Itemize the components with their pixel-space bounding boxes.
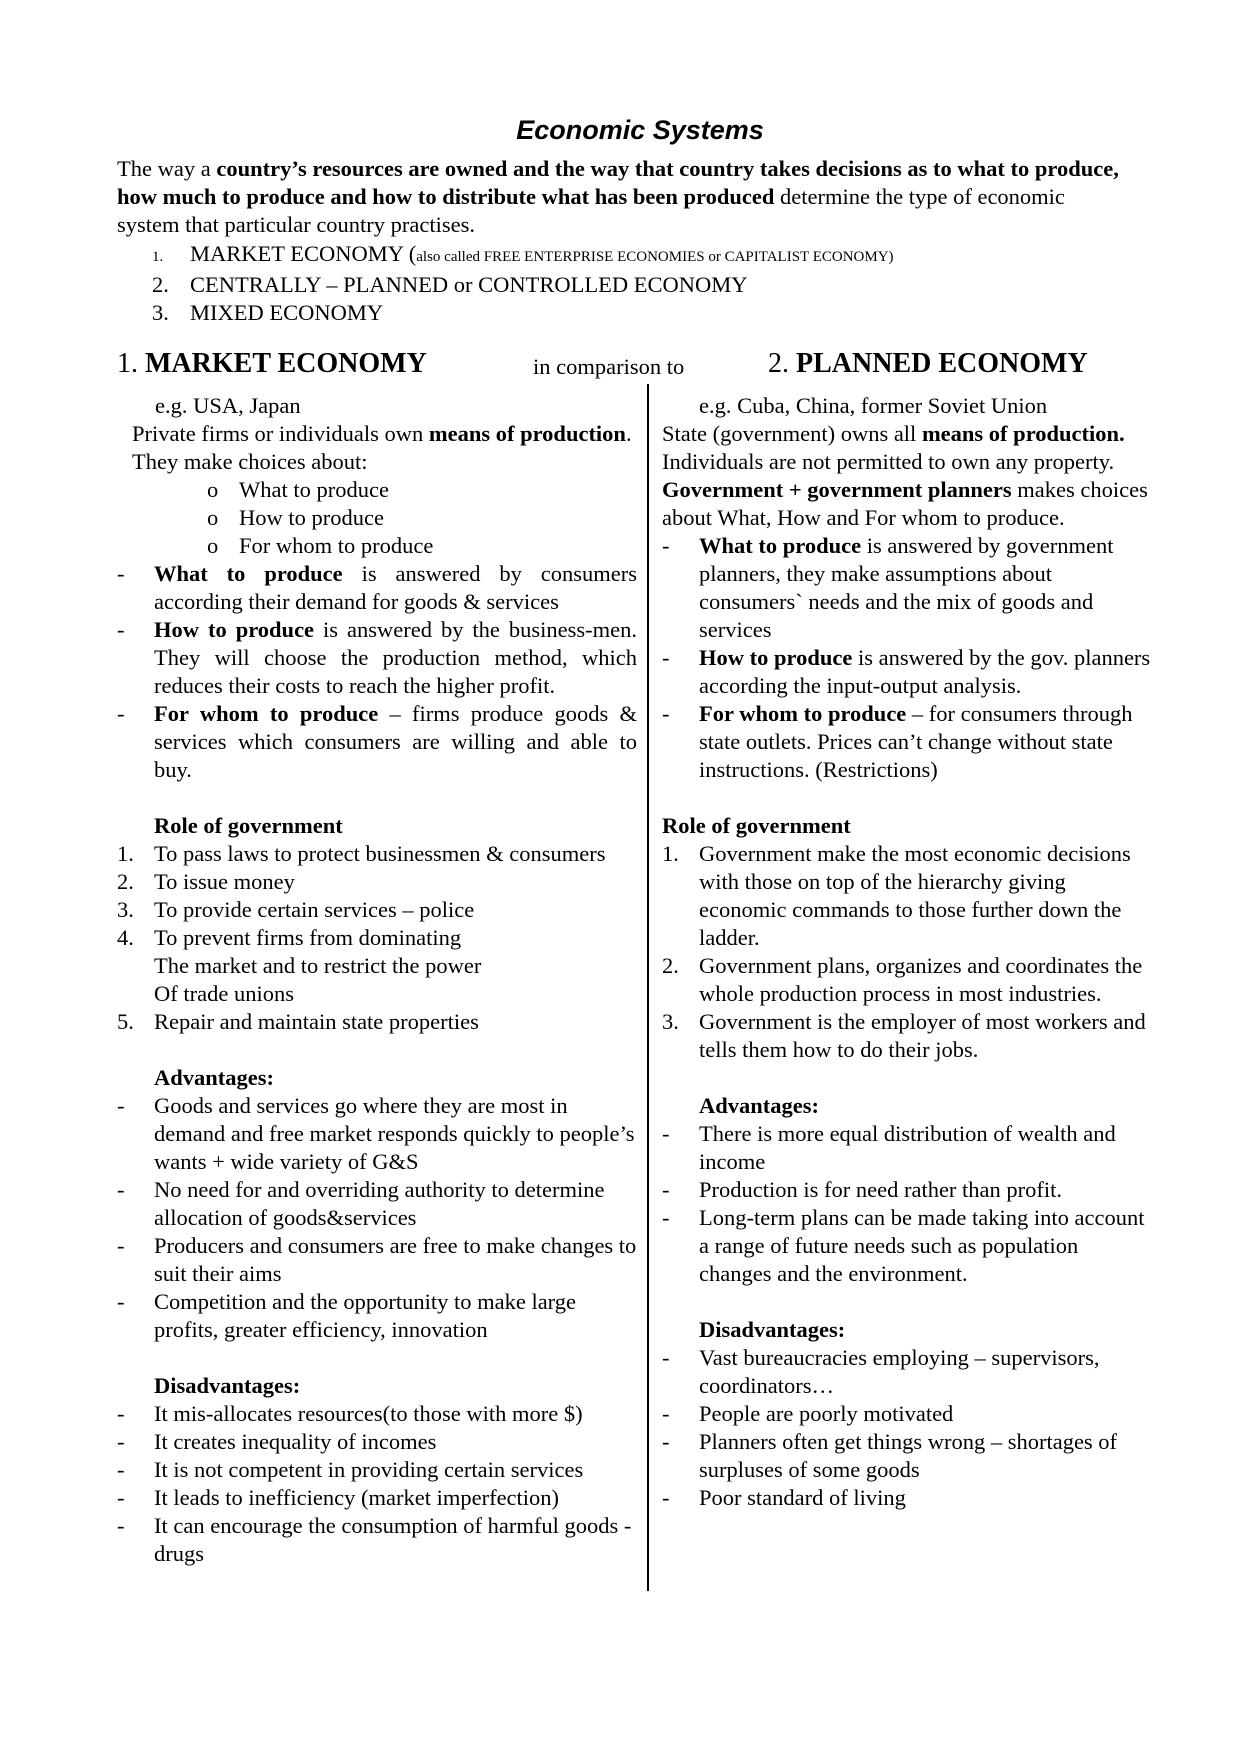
- role-text: Government plans, organizes and coordinates the whole production process in most industries.: [699, 953, 1143, 1006]
- disadvantage-item: [662, 1400, 1152, 1428]
- ownership-bold-2: Government + government planners: [662, 477, 1012, 502]
- ownership-text-end: makes choices about What, How and For whom to produce.: [662, 477, 1148, 530]
- advantage-text: There is more equal distribution of wealth and income: [699, 1121, 1116, 1174]
- intro-paragraph: [117, 155, 1127, 239]
- spacer: [662, 1288, 1152, 1316]
- list-text: MIXED ECONOMY: [190, 300, 384, 325]
- role-text: To prevent firms from dominating The market and to restrict the power Of trade unions: [154, 925, 482, 1006]
- disadvantage-text: It mis-allocates resources(to those with more $): [154, 1401, 583, 1426]
- spacer: [117, 784, 637, 812]
- disadvantage-text: It is not competent in providing certain services: [154, 1457, 584, 1482]
- how-to-produce-item: [662, 644, 1152, 700]
- choice-item: [117, 532, 637, 560]
- intro-text-end: determine the type of economic system that particular country practises.: [117, 184, 1065, 237]
- role-number: 5.: [117, 1009, 134, 1034]
- ownership-text: State (government) owns all: [662, 421, 922, 446]
- list-number: 3.: [152, 300, 169, 325]
- intro-text: The way a: [117, 156, 217, 181]
- dash-bullet: -: [662, 1121, 670, 1146]
- intro-bold-text: country’s resources are owned and the way that country takes decisions as to what to produce, how much to produce and how to distribute what has been produced: [117, 156, 1119, 209]
- heading-number: 1.: [117, 348, 145, 379]
- role-number: 1.: [117, 841, 134, 866]
- advantage-text: Production is for need rather than profit.: [699, 1177, 1063, 1202]
- list-number: 1.: [152, 249, 164, 265]
- ownership-paragraph: [662, 420, 1152, 532]
- choice-item: [117, 504, 637, 532]
- dash-bullet: -: [117, 1457, 125, 1482]
- advantages-heading: Advantages:: [154, 1065, 275, 1090]
- item-text: [154, 616, 637, 700]
- role-text: To pass laws to protect businessmen & consumers: [154, 841, 606, 866]
- item-text: [699, 700, 1152, 784]
- how-to-produce-item: [117, 616, 637, 700]
- list-item: [152, 299, 894, 327]
- disadvantage-text: It can encourage the consumption of harmful goods - drugs: [154, 1513, 632, 1566]
- item-text: [699, 644, 1152, 700]
- advantage-text: No need for and overriding authority to determine allocation of goods&services: [154, 1177, 605, 1230]
- role-item: [117, 1008, 637, 1036]
- spacer: [117, 1036, 637, 1064]
- role-item: [662, 952, 1152, 1008]
- disadvantage-text: Poor standard of living: [699, 1485, 906, 1510]
- advantage-text: Goods and services go where they are most in demand and free market responds quickly to people’s wants + wide variety of G&S: [154, 1093, 635, 1174]
- for-whom-item: [117, 700, 637, 784]
- market-economy-column: [117, 392, 637, 1568]
- dash-bullet: -: [117, 701, 125, 726]
- choice-text: For whom to produce: [239, 533, 434, 558]
- ownership-bold: means of production.: [921, 421, 1125, 446]
- role-number: 1.: [662, 841, 679, 866]
- item-bold: What to produce: [699, 533, 862, 558]
- heading-text: MARKET ECONOMY: [145, 348, 427, 379]
- example-line: e.g. Cuba, China, former Soviet Union: [699, 393, 1048, 418]
- role-number: 4.: [117, 925, 134, 950]
- spacer: [117, 1344, 637, 1372]
- list-item: [152, 271, 894, 299]
- example-line: e.g. USA, Japan: [155, 393, 301, 418]
- role-item: [117, 868, 637, 896]
- disadvantage-text: Planners often get things wrong – shortages of surpluses of some goods: [699, 1429, 1118, 1482]
- dash-bullet: -: [117, 561, 125, 586]
- list-note: also called FREE ENTERPRISE ECONOMIES or CAPITALIST ECONOMY): [416, 249, 894, 265]
- dash-bullet: -: [117, 1485, 125, 1510]
- role-number: 2.: [662, 953, 679, 978]
- column-divider: [647, 384, 649, 1591]
- circle-bullet-icon: o: [207, 533, 219, 558]
- dash-bullet: -: [662, 1401, 670, 1426]
- item-bold: How to produce: [154, 617, 315, 642]
- ownership-text-end: . They make choices about:: [132, 421, 632, 474]
- ownership-text: Private firms or individuals own: [132, 421, 429, 446]
- advantage-item: [117, 1092, 637, 1176]
- dash-bullet: -: [117, 1233, 125, 1258]
- dash-bullet: -: [117, 1093, 125, 1118]
- economy-types-list: [152, 240, 894, 327]
- circle-bullet-icon: o: [207, 477, 219, 502]
- advantage-item: [662, 1204, 1152, 1288]
- item-bold: What to produce: [154, 561, 343, 586]
- role-item: [662, 840, 1152, 952]
- heading-number: 2.: [768, 348, 796, 379]
- planned-economy-column: [662, 392, 1152, 1512]
- market-economy-heading: [117, 348, 427, 380]
- item-text: [699, 532, 1152, 644]
- comparison-label: in comparison to: [533, 354, 685, 379]
- advantage-text: Long-term plans can be made taking into account a range of future needs such as population changes and the environment.: [699, 1205, 1145, 1286]
- dash-bullet: -: [662, 1345, 670, 1370]
- choice-item: [117, 476, 637, 504]
- role-text: Government make the most economic decisions with those on top of the hierarchy giving economic commands to those further down the ladder.: [699, 841, 1131, 950]
- item-bold: How to produce: [699, 645, 853, 670]
- item-body: – firms produce goods & services which consumers are willing and able to buy.: [154, 701, 638, 782]
- page-title: Economic Systems: [516, 115, 764, 145]
- for-whom-item: [662, 700, 1152, 784]
- heading-text: PLANNED ECONOMY: [796, 348, 1088, 379]
- role-text: Repair and maintain state properties: [154, 1009, 479, 1034]
- disadvantage-item: [117, 1484, 637, 1512]
- ownership-bold: means of production: [428, 421, 626, 446]
- disadvantages-heading: Disadvantages:: [699, 1317, 846, 1342]
- advantage-item: [662, 1176, 1152, 1204]
- advantage-item: [117, 1288, 637, 1344]
- dash-bullet: -: [662, 1429, 670, 1454]
- what-to-produce-item: [662, 532, 1152, 644]
- advantage-item: [662, 1120, 1152, 1176]
- disadvantage-item: [662, 1344, 1152, 1400]
- choice-text: What to produce: [239, 477, 389, 502]
- disadvantage-item: [117, 1456, 637, 1484]
- disadvantage-text: It leads to inefficiency (market imperfection): [154, 1485, 560, 1510]
- dash-bullet: -: [117, 1177, 125, 1202]
- role-text: To issue money: [154, 869, 295, 894]
- what-to-produce-item: [117, 560, 637, 616]
- dash-bullet: -: [117, 1513, 125, 1538]
- role-number: 3.: [117, 897, 134, 922]
- advantages-heading: Advantages:: [699, 1093, 820, 1118]
- item-body: is answered by the business-men. They will choose the production method, which reduces their costs to reach the higher profit.: [154, 617, 637, 698]
- item-body: is answered by government planners, they make assumptions about consumers` needs and the mix of goods and services: [699, 533, 1114, 642]
- role-number: 2.: [117, 869, 134, 894]
- disadvantage-item: [662, 1484, 1152, 1512]
- item-text: [154, 560, 637, 616]
- choice-text: How to produce: [239, 505, 384, 530]
- dash-bullet: -: [662, 1205, 670, 1230]
- dash-bullet: -: [117, 617, 125, 642]
- ownership-paragraph: [117, 420, 637, 476]
- item-body: – for consumers through state outlets. Prices can’t change without state instructions. (Restrictions): [699, 701, 1133, 782]
- list-text: MARKET ECONOMY (: [190, 241, 417, 266]
- dash-bullet: -: [117, 1429, 125, 1454]
- disadvantage-item: [117, 1428, 637, 1456]
- circle-bullet-icon: o: [207, 505, 219, 530]
- spacer: [662, 784, 1152, 812]
- dash-bullet: -: [117, 1289, 125, 1314]
- item-bold: For whom to produce: [154, 701, 379, 726]
- role-text: To provide certain services – police: [154, 897, 475, 922]
- dash-bullet: -: [662, 701, 670, 726]
- advantage-item: [117, 1232, 637, 1288]
- planned-economy-heading: [768, 348, 1088, 380]
- item-body: is answered by consumers according their demand for goods & services: [154, 561, 638, 614]
- dash-bullet: -: [662, 533, 670, 558]
- disadvantage-text: It creates inequality of incomes: [154, 1429, 437, 1454]
- ownership-text-mid: Individuals are not permitted to own any property.: [662, 449, 1115, 474]
- dash-bullet: -: [662, 1177, 670, 1202]
- role-item: [117, 896, 637, 924]
- disadvantage-text: People are poorly motivated: [699, 1401, 954, 1426]
- role-heading: Role of government: [154, 813, 343, 838]
- item-body: is answered by the gov. planners according the input-output analysis.: [699, 645, 1151, 698]
- advantage-text: Producers and consumers are free to make changes to suit their aims: [154, 1233, 637, 1286]
- disadvantage-item: [117, 1400, 637, 1428]
- dash-bullet: -: [662, 645, 670, 670]
- item-bold: For whom to produce: [699, 701, 907, 726]
- advantage-text: Competition and the opportunity to make large profits, greater efficiency, innovation: [154, 1289, 577, 1342]
- item-text: [154, 700, 637, 784]
- list-number: 2.: [152, 272, 169, 297]
- list-text: CENTRALLY – PLANNED or CONTROLLED ECONOMY: [190, 272, 748, 297]
- disadvantage-item: [662, 1428, 1152, 1484]
- advantage-item: [117, 1176, 637, 1232]
- dash-bullet: -: [117, 1401, 125, 1426]
- disadvantage-text: Vast bureaucracies employing – supervisors, coordinators…: [699, 1345, 1100, 1398]
- role-number: 3.: [662, 1009, 679, 1034]
- disadvantage-item: [117, 1512, 637, 1568]
- disadvantages-heading: Disadvantages:: [154, 1373, 301, 1398]
- list-item: [152, 240, 894, 271]
- role-text: Government is the employer of most workers and tells them how to do their jobs.: [699, 1009, 1146, 1062]
- role-item: [662, 1008, 1152, 1064]
- role-item: [117, 924, 637, 1008]
- spacer: [662, 1064, 1152, 1092]
- role-item: [117, 840, 637, 868]
- dash-bullet: -: [662, 1485, 670, 1510]
- role-heading: Role of government: [662, 813, 851, 838]
